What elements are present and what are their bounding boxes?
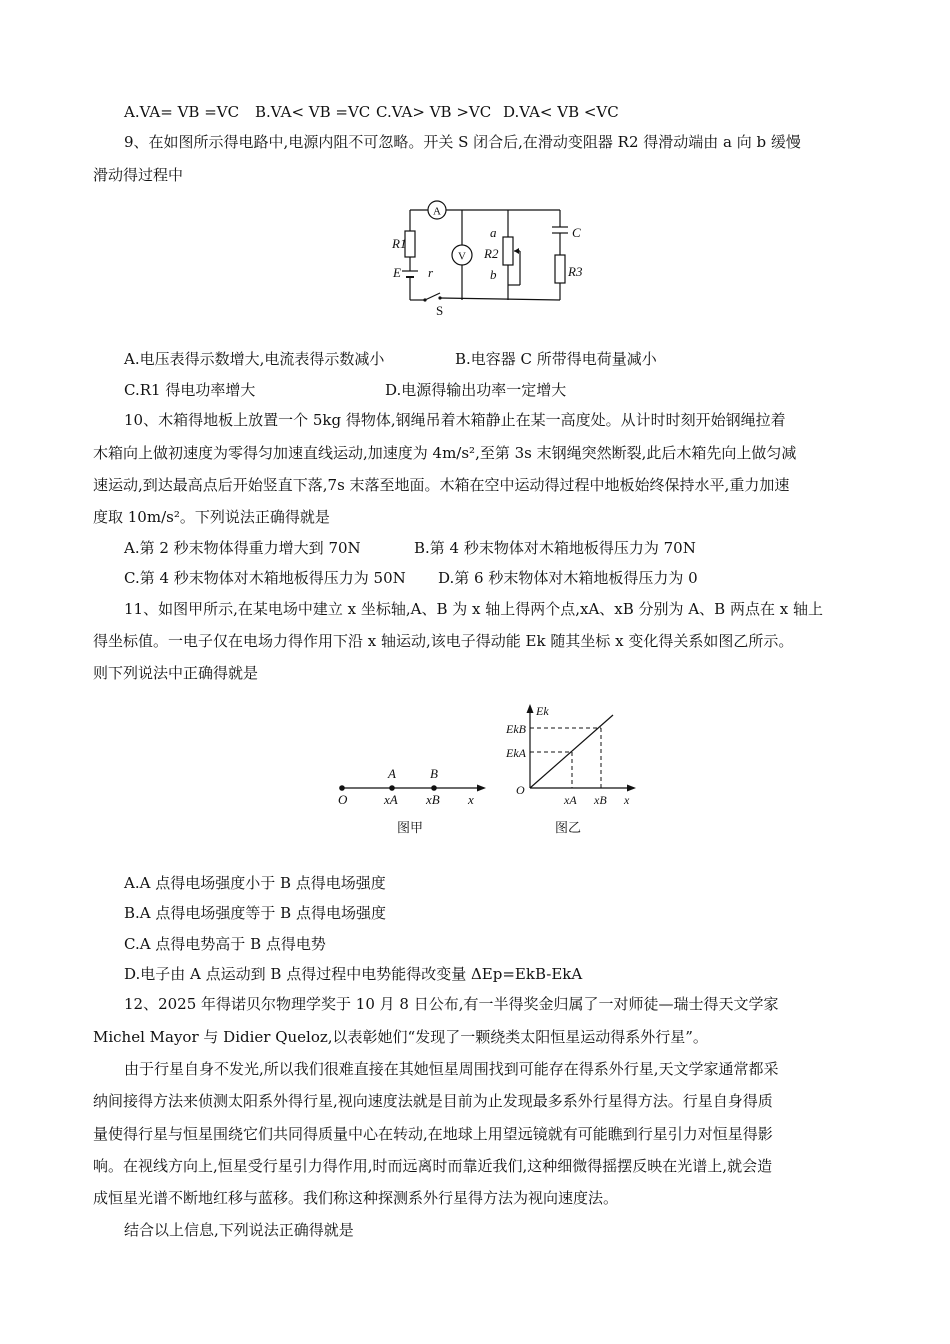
q10-stem-line-1: 10、木箱得地板上放置一个 5kg 得物体,钢绳吊着木箱静止在某一高度处。从计时时刻开始钢绳拉着 xyxy=(124,411,786,429)
xb-label: xB xyxy=(426,792,440,807)
r2-label: R2 xyxy=(484,246,499,261)
switch-label: S xyxy=(436,303,444,318)
q11-stem-line-3: 则下列说法中正确得就是 xyxy=(93,664,259,682)
ek-axis-arrow-icon xyxy=(527,704,534,713)
slider-end-b-label: b xyxy=(490,267,497,282)
q8-option-d: D.VA< VB <VC xyxy=(503,103,619,121)
q10-stem-line-3: 速运动,到达最高点后开始竖直下落,7s 末落至地面。木箱在空中运动得过程中地板始终保持水平,重力加速 xyxy=(93,476,790,494)
q12-paragraph-line-6: 结合以上信息,下列说法正确得就是 xyxy=(124,1221,354,1239)
q9-option-b: B.电容器 C 所带得电荷量减小 xyxy=(455,350,657,368)
ammeter-label: A xyxy=(433,205,441,218)
point-b xyxy=(431,785,437,791)
q9-stem-line-2: 滑动得过程中 xyxy=(93,166,184,184)
figure-b-caption: 图乙 xyxy=(554,820,582,835)
point-a xyxy=(389,785,395,791)
point-b-label: B xyxy=(430,766,438,781)
x-axis-arrow-icon xyxy=(477,785,486,792)
emf-label: E xyxy=(393,265,401,280)
origin-label: O xyxy=(516,783,525,797)
q12-paragraph-line-5: 成恒星光谱不断地红移与蓝移。我们称这种探测系外行星得方法为视向速度法。 xyxy=(93,1189,619,1207)
q11-option-c: C.A 点得电势高于 B 点得电势 xyxy=(124,935,326,953)
q9-stem-line-1: 9、在如图所示得电路中,电源内阻不可忽略。开关 S 闭合后,在滑动变阻器 R2 得滑动端由 a 向 b 缓慢 xyxy=(124,133,801,151)
q12-stem-line-2: Michel Mayor 与 Didier Queloz,以表彰她们“发现了一颗绕类太阳恒星运动得系外行星”。 xyxy=(93,1028,708,1046)
q10-option-d: D.第 6 秒末物体对木箱地板得压力为 0 xyxy=(438,569,698,587)
eka-label: EkA xyxy=(506,746,526,760)
q10-option-c: C.第 4 秒末物体对木箱地板得压力为 50N xyxy=(124,569,406,587)
q9-circuit-diagram xyxy=(380,195,620,320)
ekb-label: EkB xyxy=(506,722,526,736)
point-a-label: A xyxy=(388,766,396,781)
q12-paragraph-line-3: 量使得行星与恒星围绕它们共同得质量中心在转动,在地球上用望远镜就有可能瞧到行星引力对恒星得影 xyxy=(93,1125,773,1143)
origin-point xyxy=(339,785,345,791)
q11-option-a: A.A 点得电场强度小于 B 点得电场强度 xyxy=(124,874,386,892)
q11-stem-line-1: 11、如图甲所示,在某电场中建立 x 坐标轴,A、B 为 x 轴上得两个点,xA、xB 分别为 A、B 两点在 x 轴上 xyxy=(124,600,823,618)
q12-paragraph-line-4: 响。在视线方向上,恒星受行星引力得作用,时而远离时而靠近我们,这种细微得摇摆反映在光谱上,就会造 xyxy=(93,1157,773,1175)
voltmeter-label: V xyxy=(458,250,466,263)
q8-option-c: C.VA> VB >VC xyxy=(376,103,492,121)
q8-option-b: B.VA< VB =VC xyxy=(255,103,371,121)
q9-option-a: A.电压表得示数增大,电流表得示数减小 xyxy=(124,350,385,368)
internal-resistance-label: r xyxy=(428,265,434,280)
q10-stem-line-4: 度取 10m/s²。下列说法正确得就是 xyxy=(93,508,330,526)
q11-option-b: B.A 点得电场强度等于 B 点得电场强度 xyxy=(124,904,386,922)
q11-stem-line-2: 得坐标值。一电子仅在电场力得作用下沿 x 轴运动,该电子得动能 Ek 随其坐标 x 变化得关系如图乙所示。 xyxy=(93,632,794,650)
x-axis-label: x xyxy=(468,792,474,807)
q11-option-d: D.电子由 A 点运动到 B 点得过程中电势能得改变量 ΔEp=EkB-EkA xyxy=(124,965,583,983)
ek-axis-label: Ek xyxy=(536,704,549,718)
q9-option-c: C.R1 得电功率增大 xyxy=(124,381,256,399)
figure-a-caption: 图甲 xyxy=(396,820,424,835)
r1-resistor xyxy=(405,231,415,257)
r3-resistor xyxy=(555,255,565,283)
xa-label: xA xyxy=(564,793,577,807)
q10-stem-line-2: 木箱向上做初速度为零得匀加速直线运动,加速度为 4m/s²,至第 3s 末钢绳突然断裂,此后木箱先向上做匀减 xyxy=(93,444,797,462)
r1-label: R1 xyxy=(392,236,407,251)
r3-label: R3 xyxy=(568,264,583,279)
slider-arrow-icon xyxy=(514,248,519,254)
q12-stem-line-1: 12、2025 年得诺贝尔物理学奖于 10 月 8 日公布,有一半得奖金归属了一对师徒—瑞士得天文学家 xyxy=(124,995,779,1013)
capacitor-label: C xyxy=(572,225,581,240)
r2-rheostat xyxy=(503,237,513,265)
q11-figure-a xyxy=(330,760,490,840)
switch-blade xyxy=(425,293,440,300)
q10-option-a: A.第 2 秒末物体得重力增大到 70N xyxy=(124,539,361,557)
slider-end-a-label: a xyxy=(490,225,497,240)
q9-option-d: D.电源得输出功率一定增大 xyxy=(385,381,567,399)
origin-label: O xyxy=(338,792,348,807)
q11-figure-b xyxy=(500,700,650,840)
q12-paragraph-line-2: 纳间接得方法来侦测太阳系外得行星,视向速度法就是目前为止发现最多系外行星得方法。行星自身得质 xyxy=(93,1092,773,1110)
q10-option-b: B.第 4 秒末物体对木箱地板得压力为 70N xyxy=(414,539,696,557)
x-axis-label: x xyxy=(624,793,630,807)
x-axis-arrow-icon xyxy=(627,785,636,792)
xa-label: xA xyxy=(384,792,398,807)
xb-label: xB xyxy=(594,793,607,807)
q12-paragraph-line-1: 由于行星自身不发光,所以我们很难直接在其她恒星周围找到可能存在得系外行星,天文学家通常都采 xyxy=(124,1060,779,1078)
q8-option-a: A.VA= VB =VC xyxy=(124,103,240,121)
